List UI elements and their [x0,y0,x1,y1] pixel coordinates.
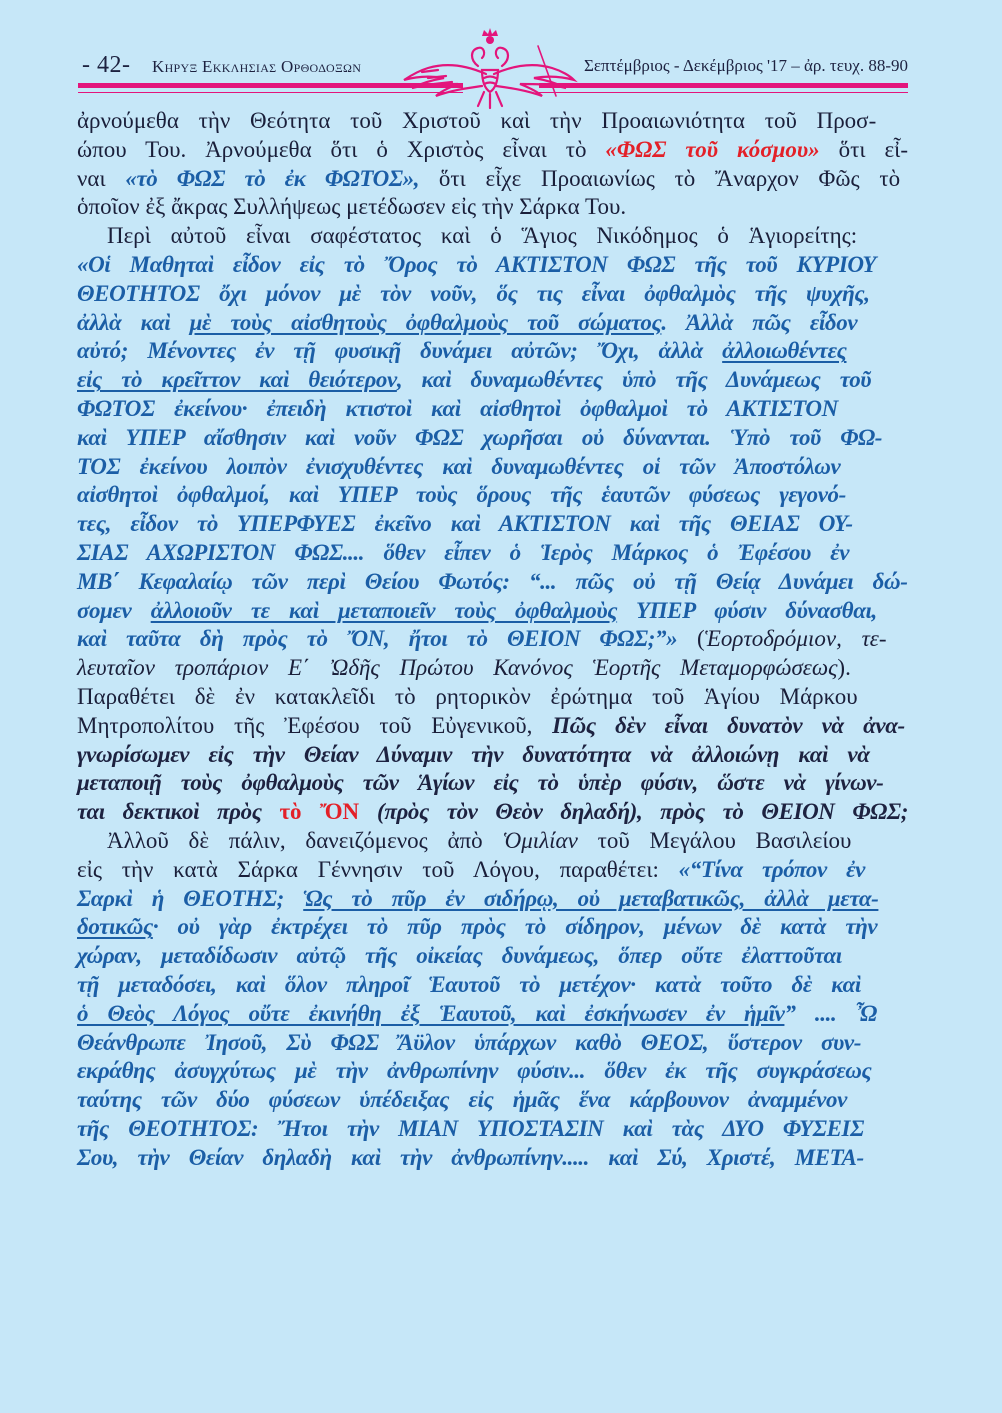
text-line [77,741,908,770]
quoted-text-run: «Οἱ Μαθηταὶ εἶδον εἰς τὸ Ὄρος τὸ ΑΚΤΙΣΤΟΝ ΦΩΣ τῆς τοῦ ΚΥΡΙΟΥ [77,251,877,277]
quoted-text-run: ΜΒ΄ Κεφαλαίῳ τῶν περὶ Θείου Φωτός: “... πῶς οὐ τῇ Θείᾳ Δυνάμει δώ- [77,568,908,594]
text-line [77,1057,908,1086]
quoted-text-run: καὶ ταῦτα δὴ πρὸς τὸ ὌΝ, ἤτοι τὸ ΘΕΙΟΝ ΦΩΣ;”» [77,626,678,652]
text-run: ( [677,626,705,652]
quoted-text-run: Σου, τὴν Θείαν δηλαδὴ καὶ τὴν ἀνθρωπίνην..... καὶ Σύ, Χριστέ, ΜΕΤΑ- [77,1144,864,1170]
text-line [77,481,908,510]
text-line [77,798,908,827]
quoted-text-run: · οὐ γὰρ ἐκτρέχει τὸ πῦρ πρὸς τὸ σίδηρον, μένων δὲ κατὰ τὴν [152,914,878,940]
text-line [77,885,908,914]
text-run: τοῦ Μεγάλου Βασιλείου [577,827,852,853]
quoted-text-run: ΣΙΑΣ ΑΧΩΡΙΣΤΟΝ ΦΩΣ.... ὅθεν εἶπεν ὁ Ἱερὸς Μάρκος ὁ Ἐφέσου ἐν [77,539,850,565]
text-line [77,539,908,568]
quoted-text-run: Ὡς τὸ πῦρ ἐν σιδήρῳ, οὐ μεταβατικῶς, ἀλλὰ μετα- [303,885,879,911]
text-line [77,1115,908,1144]
running-header [78,48,908,98]
double-headed-eagle-icon [398,26,578,110]
quoted-text-run: σομεν [77,597,151,623]
quoted-text-run: μεταποιῇ τοὺς ὀφθαλμοὺς τῶν Ἁγίων εἰς τὸ ὑπὲρ φύσιν, ὥστε νὰ γίνων- [77,770,884,796]
quoted-text-run: χώραν, μεταδίδωσιν αὐτῷ τῆς οἰκείας δυνάμεως, ὅπερ οὔτε ἐλαττοῦται [77,943,842,969]
text-run: Περὶ αὐτοῦ εἶναι σαφέστατος καὶ ὁ Ἅγιος Νικόδημος ὁ Ἁγιορείτης: [107,223,858,249]
quoted-text-run: μὲ τοὺς αἰσθητοὺς ὀφθαλμοὺς τοῦ σώματος [189,309,662,335]
text-line [77,337,908,366]
text-line [77,1000,908,1029]
quoted-text-run: ἀλλοιωθέντες [722,338,847,364]
text-line [77,856,908,885]
quoted-text-run: εκράθης ἀσυγχύτως μὲ τὴν ἀνθρωπίνην φύσιν... ὅθεν ἐκ τῆς συγκράσεως [77,1058,872,1084]
text-line [77,1029,908,1058]
header-rule-right-thin [539,92,908,93]
text-run: ὁποῖον ἐξ ἄκρας Συλλήψεως μετέδωσεν εἰς τὴν Σάρκα Του. [77,194,627,220]
text-line [77,683,908,712]
text-run: ἀρνούμεθα τὴν Θεότητα τοῦ Χριστοῦ καὶ τὴν Προαιωνιότητα τοῦ Προσ- [77,108,877,133]
text-line [77,597,908,626]
text-run: Ἀλλοῦ δὲ πάλιν, δανειζόμενος ἀπὸ [107,827,503,853]
article-body [77,107,908,1172]
quoted-text-run: ” .... Ὦ [784,1000,877,1026]
text-run: ώπου Του. Ἀρνούμεθα ὅτι ὁ Χριστὸς εἶναι τὸ [77,136,606,162]
header-rule-right-thick [539,83,908,88]
quoted-text-run: , καὶ δυναμωθέντες ὑπὸ τῆς Δυνάμεως τοῦ [396,367,872,393]
quoted-text-run: ὁ Θεὸς Λόγος οὔτε ἐκινήθη ἐξ Ἑαυτοῦ, καὶ ἐσκήνωσεν ἐν ἡμῖν [77,1000,785,1026]
text-line [77,942,908,971]
text-line [77,625,908,654]
quoted-text-run: ΤΟΣ ἐκείνου λοιπὸν ἐνισχυθέντες καὶ δυναμωθέντες οἱ τῶν Ἀποστόλων [77,453,841,479]
text-line [77,366,908,395]
quoted-text-run: τῇ μεταδόσει, καὶ ὅλον πληροῖ Ἑαυτοῦ τὸ μετέχον· κατὰ τοῦτο δὲ καὶ [77,971,861,997]
quoted-text-run: ΦΩΤΟΣ ἐκείνου· ἐπειδὴ κτιστοὶ καὶ αἰσθητοὶ ὀφθαλμοὶ τὸ ΑΚΤΙΣΤΟΝ [77,395,838,421]
text-line [77,971,908,1000]
italic-text-run: λευταῖον τροπάριον Ε΄ Ὠδῆς Πρώτου Κανόνος Ἑορτῆς Μεταμορφώσεως [77,655,838,681]
page-number: - 42- [82,52,131,78]
text-run: ὅτι εἶ- [819,136,908,162]
text-run: Μητροπολίτου τῆς Ἐφέσου τοῦ Εὐγενικοῦ, [77,712,553,738]
quoted-text-run: καὶ ΥΠΕΡ αἴσθησιν καὶ νοῦν ΦΩΣ χωρῆσαι οὐ δύνανται. Ὑπὸ τοῦ ΦΩ- [77,424,883,450]
text-run: Παραθέτει δὲ ἐν κατακλεῖδι τὸ ρητορικὸν ἐρώτημα τοῦ Ἁγίου Μάρκου [77,683,858,709]
quoted-text-run: «τὸ ΦΩΣ τὸ ἐκ ΦΩΤΟΣ», [125,165,420,191]
quoted-text-run: τῆς ΘΕΟΤΗΤΟΣ: Ἤτοι τὴν ΜΙΑΝ ΥΠΟΣΤΑΣΙΝ καὶ τὰς ΔΥΟ ΦΥΣΕΙΣ [77,1115,864,1141]
quoted-text-run: αἰσθητοὶ ὀφθαλμοί, καὶ ΥΠΕΡ τοὺς ὅρους τῆς ἑαυτῶν φύσεως γεγονό- [77,482,846,508]
text-line [77,568,908,597]
quoted-text-run: (πρὸς τὸν Θεὸν δηλαδή), πρὸς τὸ ΘΕΙΟΝ ΦΩΣ; [359,799,908,825]
quoted-text-run: ταύτης τῶν δύο φύσεων ὑπέδειξας εἰς ἡμᾶς ἕνα κάρβουνον ἀναμμένον [77,1087,847,1113]
publication-title: Κηρυξ Εκκλησιας Ορθοδοξων [152,57,362,76]
quoted-text-run: ΘΕΟΤΗΤΟΣ ὄχι μόνον μὲ τὸν νοῦν, ὅς τις εἶναι ὀφθαλμὸς τῆς ψυχῆς, [77,280,870,306]
text-line [77,712,908,741]
text-line [77,222,908,251]
quoted-text-run: «“Τίνα τρόπον ἐν [678,856,865,882]
text-line [77,1086,908,1115]
text-run: εἰς τὴν κατὰ Σάρκα Γέννησιν τοῦ Λόγου, παραθέτει: [77,856,679,882]
text-line [77,453,908,482]
quoted-text-run: Θεάνθρωπε Ἰησοῦ, Σὺ ΦΩΣ Ἄϋλον ὑπάρχων καθὸ ΘΕΟΣ, ὕστερον συν- [77,1029,861,1055]
quoted-text-run: αὐτό; Μένοντες ἐν τῇ φυσικῇ δυνάμει αὐτῶν; Ὄχι, ἀλλὰ [77,338,723,364]
text-line [77,913,908,942]
text-line [77,769,908,798]
text-line [77,654,908,683]
italic-text-run: Ὁμιλίαν [502,827,578,853]
text-run: ὅτι εἶχε Προαιωνίως τὸ Ἄναρχον Φῶς τὸ [419,165,901,191]
text-line [77,193,908,222]
quoted-text-run: γνωρίσωμεν εἰς τὴν Θείαν Δύναμιν τὴν δυνατότητα νὰ ἀλλοιώνῃ καὶ νὰ [77,741,870,767]
text-line [77,309,908,338]
text-line [77,1144,908,1173]
text-line [77,424,908,453]
text-line [77,165,908,194]
issue-info: Σεπτέμβριος - Δεκέμβριος '17 – ἀρ. τευχ. 88-90 [584,56,908,75]
text-run: ). [837,655,851,681]
text-line [77,395,908,424]
quoted-text-run: ΥΠΕΡ φύσιν δύνασθαι, [617,597,877,623]
quoted-text-run: ἀλλοιοῦν τε καὶ μεταποιεῖν τοὺς ὀφθαλμοὺς [150,597,618,623]
quoted-text-run: ἀλλὰ καὶ [77,309,190,335]
text-line [77,510,908,539]
quoted-text-run: δοτικῶς [77,914,153,940]
quoted-text-run: τες, εἶδον τὸ ΥΠΕΡΦΥΕΣ ἐκεῖνο καὶ ΑΚΤΙΣΤΟΝ καὶ τῆς ΘΕΙΑΣ ΟΥ- [77,511,853,537]
text-line [77,136,908,165]
quoted-text-run: Σαρκὶ ἡ ΘΕΟΤΗΣ; [77,885,304,911]
highlighted-text-run: τὸ ὌΝ [279,799,360,825]
text-run: ναι [77,165,126,191]
text-line [77,251,908,280]
quoted-text-run: . Ἀλλὰ πῶς εἶδον [661,309,858,335]
italic-text-run: Ἑορτοδρόμιον, τε- [704,626,887,652]
text-line [77,107,908,136]
highlighted-text-run: «ΦΩΣ τοῦ κόσμου» [605,136,820,162]
text-line [77,280,908,309]
quoted-text-run: ται δεκτικοὶ πρὸς [77,799,280,825]
quoted-text-run: εἰς τὸ κρεῖττον καὶ θειότερον [77,367,397,393]
text-line [77,827,908,856]
quoted-text-run: Πῶς δὲν εἶναι δυνατὸν νὰ ἀνα- [552,712,905,738]
